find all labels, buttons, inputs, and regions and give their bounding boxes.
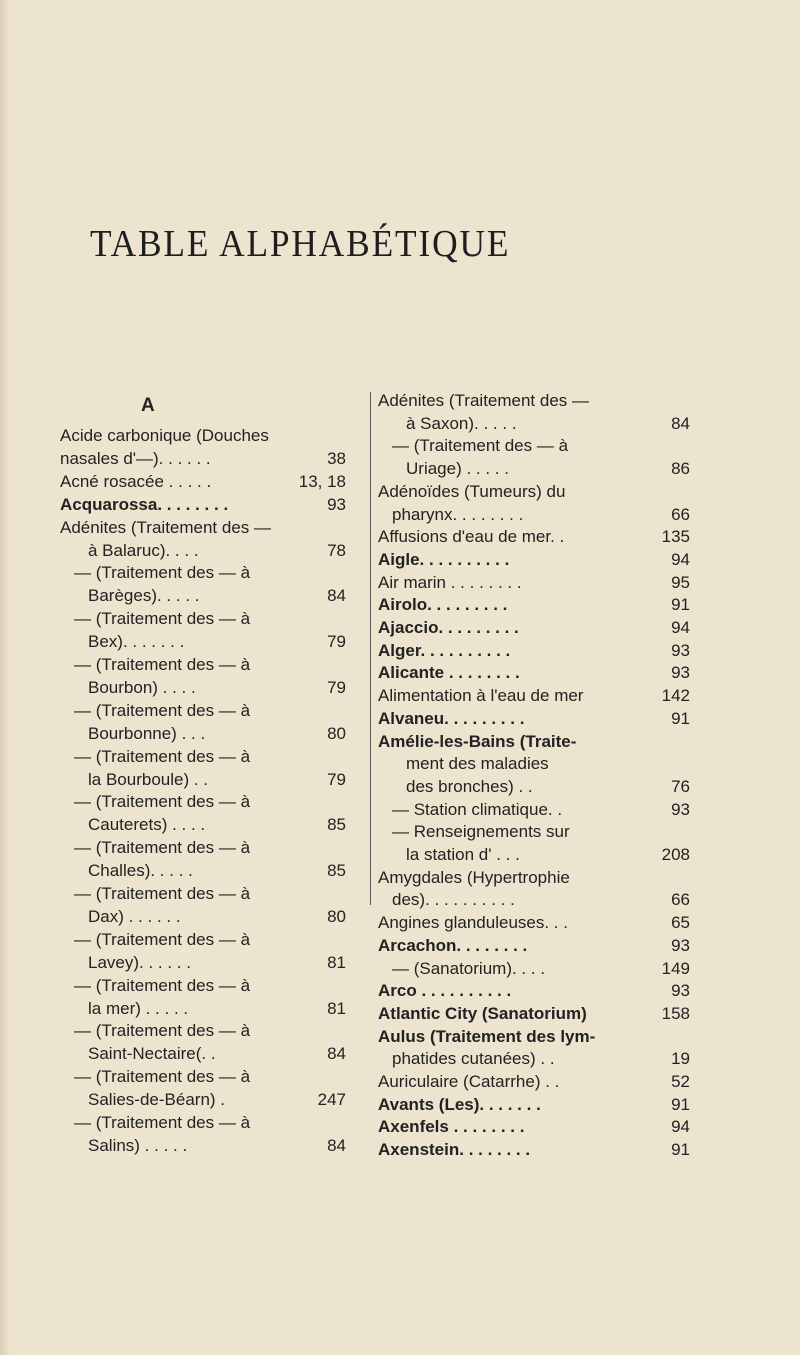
entry-page-number: 95	[671, 572, 690, 592]
index-entry	[60, 631, 346, 653]
index-entry	[60, 1089, 346, 1111]
index-entry	[60, 723, 346, 745]
entry-page-number: 247	[317, 1090, 346, 1110]
entry-text: Alimentation à l'eau de mer	[378, 686, 584, 706]
index-entry	[378, 640, 690, 662]
entry-text: à Balaruc). . . .	[88, 540, 199, 560]
entry-text: Saint-Nectaire(. .	[88, 1044, 216, 1064]
entry-text: — (Traitement des — à	[74, 563, 251, 583]
index-entry	[60, 929, 346, 951]
index-entry	[378, 844, 690, 866]
entry-page-number: 91	[671, 595, 690, 615]
index-entry	[60, 1066, 346, 1088]
entry-text: — (Traitement des — à	[74, 838, 251, 858]
entry-text: — Renseignements sur	[392, 822, 570, 842]
section-letter: A	[141, 395, 155, 416]
entry-page-number: 85	[327, 861, 346, 881]
entry-text: — (Traitement des — à	[74, 609, 251, 629]
index-entry	[378, 821, 690, 843]
page-title: TABLE ALPHABÉTIQUE	[90, 223, 511, 265]
entry-text: — (Traitement des — à	[74, 700, 251, 720]
index-entry	[378, 413, 690, 435]
entry-text: Airolo. . . . . . . . .	[378, 595, 508, 615]
index-entry	[60, 952, 346, 974]
index-entry	[60, 494, 346, 516]
index-entry	[60, 700, 346, 722]
entry-text: Barèges). . . . .	[88, 586, 200, 606]
index-entry	[60, 883, 346, 905]
entry-page-number: 66	[671, 890, 690, 910]
index-entry	[60, 1112, 346, 1134]
entry-text: Atlantic City (Sanatorium)	[378, 1003, 587, 1023]
entry-text: Aulus (Traitement des lym-	[378, 1026, 596, 1046]
entry-text: Avants (Les). . . . . . .	[378, 1094, 541, 1114]
entry-page-number: 94	[671, 549, 690, 569]
index-entry	[60, 517, 346, 539]
entry-page-number: 13, 18	[298, 471, 346, 491]
entry-text: Arcachon. . . . . . . .	[378, 935, 528, 955]
index-entry	[60, 769, 346, 791]
entry-text: Amélie-les-Bains (Traite-	[378, 731, 577, 751]
entry-page-number: 38	[327, 448, 346, 468]
index-entry	[378, 731, 690, 753]
index-entry	[378, 458, 690, 480]
entry-page-number: 149	[661, 958, 690, 978]
index-entry	[60, 1020, 346, 1042]
index-entry	[378, 572, 690, 594]
entry-text: Axenstein. . . . . . . .	[378, 1140, 531, 1160]
index-entry	[378, 435, 690, 457]
entry-page-number: 19	[671, 1049, 690, 1069]
entry-page-number: 84	[327, 1135, 346, 1155]
index-entry	[378, 1026, 690, 1048]
index-entry	[378, 958, 690, 980]
entry-page-number: 80	[327, 906, 346, 926]
entry-text: Ajaccio. . . . . . . . .	[378, 618, 519, 637]
entry-page-number: 91	[671, 708, 690, 728]
index-entry	[378, 1139, 690, 1161]
index-entry	[378, 1071, 690, 1093]
index-entry	[378, 1116, 690, 1138]
entry-text: — (Traitement des — à	[74, 1021, 251, 1041]
entry-page-number: 52	[671, 1072, 690, 1091]
entry-text: la mer) . . . . .	[88, 998, 189, 1018]
entry-text: — (Traitement des — à	[74, 1113, 251, 1132]
entry-page-number: 81	[327, 952, 346, 972]
entry-page-number: 91	[671, 1094, 690, 1114]
index-entry	[60, 837, 346, 859]
entry-page-number: 93	[671, 799, 690, 819]
index-entry	[378, 1003, 690, 1025]
entry-text: à Saxon). . . . .	[406, 413, 517, 433]
index-entry	[378, 708, 690, 730]
index-entry	[60, 814, 346, 836]
entry-page-number: 93	[671, 663, 690, 683]
entry-text: ment des maladies	[406, 754, 549, 774]
index-entry	[378, 889, 690, 911]
entry-text: — (Traitement des — à	[74, 1067, 251, 1087]
entry-text: Acné rosacée . . . . .	[60, 471, 212, 491]
entry-text: Uriage) . . . . .	[406, 459, 509, 479]
index-entry	[378, 799, 690, 821]
index-entry	[60, 448, 346, 470]
entry-page-number: 80	[327, 723, 346, 743]
entry-page-number: 142	[661, 686, 690, 706]
entry-text: la Bourboule) . .	[88, 769, 209, 789]
entry-text: Lavey). . . . . .	[88, 952, 191, 972]
entry-text: Adénites (Traitement des —	[378, 391, 590, 410]
entry-page-number: 85	[327, 815, 346, 835]
entry-text: — Station climatique. .	[392, 799, 563, 819]
entry-text: Salies-de-Béarn) .	[88, 1090, 226, 1110]
entry-page-number: 135	[661, 527, 690, 547]
entry-text: Auriculaire (Catarrhe) . .	[378, 1072, 560, 1091]
entry-page-number: 78	[327, 540, 346, 560]
index-entry	[378, 481, 690, 503]
entry-text: Adénites (Traitement des —	[60, 517, 272, 537]
index-entry	[378, 549, 690, 571]
entry-text: Cauterets) . . . .	[88, 815, 206, 835]
entry-text: — (Traitement des — à	[392, 436, 569, 456]
index-entry	[378, 867, 690, 889]
entry-text: phatides cutanées) . .	[392, 1049, 555, 1069]
entry-text: des bronches) . .	[406, 776, 533, 796]
entry-text: Acquarossa. . . . . . . .	[60, 494, 229, 514]
entry-text: — (Traitement des — à	[74, 746, 251, 766]
entry-text: Amygdales (Hypertrophie	[378, 867, 570, 887]
index-entry	[60, 540, 346, 562]
entry-text: — (Traitement des — à	[74, 655, 251, 674]
index-entry	[378, 776, 690, 798]
entry-text: la station d' . . .	[406, 845, 520, 864]
entry-text: nasales d'—). . . . . .	[60, 448, 211, 468]
index-entry	[60, 425, 346, 447]
entry-page-number: 79	[327, 677, 346, 697]
entry-page-number: 91	[671, 1140, 690, 1160]
entry-page-number: 84	[327, 1044, 346, 1064]
index-entry	[378, 504, 690, 526]
entry-page-number: 93	[671, 981, 690, 1001]
index-entry	[378, 662, 690, 684]
index-entry	[60, 975, 346, 997]
entry-page-number: 158	[661, 1003, 690, 1023]
entry-page-number: 81	[327, 998, 346, 1018]
entry-text: Adénoïdes (Tumeurs) du	[378, 481, 566, 501]
index-entry	[60, 906, 346, 928]
index-entry	[378, 935, 690, 957]
entry-text: Challes). . . . .	[88, 861, 193, 881]
entry-text: des). . . . . . . . . .	[392, 890, 515, 910]
index-entry	[378, 1094, 690, 1116]
index-entry	[60, 677, 346, 699]
entry-text: Bourbonne) . . .	[88, 723, 206, 743]
page-edge	[0, 0, 10, 1355]
entry-page-number: 86	[671, 459, 690, 479]
index-entry	[378, 980, 690, 1002]
index-entry	[378, 390, 690, 412]
index-entry	[60, 998, 346, 1020]
index-entry	[378, 685, 690, 707]
entry-text: — (Traitement des — à	[74, 792, 251, 812]
entry-page-number: 93	[671, 935, 690, 955]
entry-text: Aigle. . . . . . . . . .	[378, 549, 510, 569]
entry-text: Affusions d'eau de mer. .	[378, 527, 565, 547]
index-entry	[378, 526, 690, 548]
entry-text: Alicante . . . . . . . .	[378, 663, 520, 683]
entry-text: Alvaneu. . . . . . . . .	[378, 708, 525, 728]
index-entry	[378, 617, 690, 639]
entry-text: Axenfels . . . . . . . .	[378, 1117, 525, 1137]
index-entry	[60, 1043, 346, 1065]
entry-page-number: 76	[671, 776, 690, 796]
entry-text: Salins) . . . . .	[88, 1135, 188, 1155]
index-entry	[60, 654, 346, 676]
index-entry	[60, 608, 346, 630]
entry-page-number: 94	[671, 618, 690, 637]
entry-page-number: 94	[671, 1117, 690, 1137]
index-entry	[60, 562, 346, 584]
entry-text: — (Traitement des — à	[74, 975, 251, 995]
index-entry	[378, 594, 690, 616]
index-entry	[60, 1135, 346, 1157]
entry-page-number: 79	[327, 632, 346, 652]
index-entry	[60, 791, 346, 813]
index-entry	[60, 471, 346, 493]
entry-text: Bourbon) . . . .	[88, 677, 196, 697]
entry-page-number: 65	[671, 913, 690, 933]
entry-page-number: 208	[661, 845, 690, 864]
entry-page-number: 93	[327, 494, 346, 514]
column-divider	[370, 392, 371, 905]
index-entry	[378, 912, 690, 934]
entry-text: Angines glanduleuses. . .	[378, 913, 568, 933]
index-entry	[378, 753, 690, 775]
entry-page-number: 84	[327, 586, 346, 606]
index-entry	[60, 746, 346, 768]
entry-text: pharynx. . . . . . . .	[392, 504, 524, 524]
entry-text: Air marin . . . . . . . .	[378, 572, 522, 592]
entry-page-number: 84	[671, 413, 690, 433]
entry-text: — (Traitement des — à	[74, 884, 251, 903]
entry-text: — (Sanatorium). . . .	[392, 958, 546, 978]
entry-text: Bex). . . . . . .	[88, 632, 185, 652]
index-entry	[60, 860, 346, 882]
index-entry	[60, 585, 346, 607]
entry-text: Arco . . . . . . . . . .	[378, 981, 512, 1001]
entry-text: Dax) . . . . . .	[88, 906, 181, 926]
entry-page-number: 93	[671, 640, 690, 660]
entry-text: — (Traitement des — à	[74, 929, 251, 949]
entry-page-number: 79	[327, 769, 346, 789]
entry-text: Alger. . . . . . . . . .	[378, 640, 511, 660]
index-entry	[378, 1048, 690, 1070]
entry-page-number: 66	[671, 504, 690, 524]
entry-text: Acide carbonique (Douches	[60, 426, 269, 445]
